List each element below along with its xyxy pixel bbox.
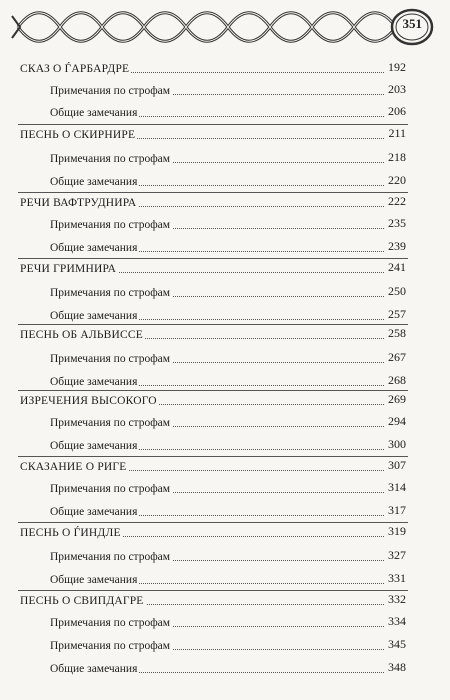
toc-entry-page: 345: [388, 637, 406, 651]
toc-entry: [0, 435, 450, 455]
toc-entry-title: Примечания по строфам: [50, 640, 171, 652]
toc-entry: [0, 124, 450, 144]
toc-entry: [0, 102, 450, 122]
toc-entry-page: 348: [388, 660, 406, 674]
toc-entry-page: 220: [388, 173, 406, 187]
toc-entry: [0, 148, 450, 168]
toc-entry: [0, 80, 450, 100]
toc-entry: [0, 324, 450, 344]
toc-entry-title: Общие замечания: [50, 107, 138, 119]
toc-entry-page: 211: [388, 126, 406, 140]
toc-entry-page: 235: [388, 216, 406, 230]
toc-entry-title: ПЕСНЬ ОБ АЛЬВИССЕ: [20, 329, 144, 341]
toc-entry-title: Примечания по строфам: [50, 85, 171, 97]
toc-entry-page: 192: [388, 60, 406, 74]
toc-entry: [0, 522, 450, 542]
toc-entry-title: ПЕСНЬ О СВИПДАГРЕ: [20, 595, 144, 607]
toc-entry-page: 327: [388, 548, 406, 562]
toc-entry: [0, 305, 450, 325]
toc-entry-title: Примечания по строфам: [50, 483, 171, 495]
toc-entry-page: 319: [388, 524, 406, 538]
toc-entry-title: Общие замечания: [50, 176, 138, 188]
toc-entry-title: РЕЧИ ВАФТРУДНИРА: [20, 197, 137, 209]
toc-entry-page: 206: [388, 104, 406, 118]
toc-entry: [0, 214, 450, 234]
toc-entry-title: Примечания по строфам: [50, 287, 171, 299]
toc-entry-page: 239: [388, 239, 406, 253]
toc-entry-title: Общие замечания: [50, 663, 138, 675]
toc-entry-page: 222: [388, 194, 406, 208]
toc-entry-title: Общие замечания: [50, 506, 138, 518]
toc-entry-title: Общие замечания: [50, 376, 138, 388]
toc-entry-page: 267: [388, 350, 406, 364]
toc-entry: [0, 612, 450, 632]
toc-entry: [0, 658, 450, 678]
toc-entry-title: РЕЧИ ГРИМНИРА: [20, 263, 117, 275]
toc-entry-page: 250: [388, 284, 406, 298]
toc-entry-page: 334: [388, 614, 406, 628]
toc-entry: [0, 192, 450, 212]
toc-entry: [0, 569, 450, 589]
toc-entry-page: 218: [388, 150, 406, 164]
toc-entry-page: 257: [388, 307, 406, 321]
toc-entry-title: Общие замечания: [50, 440, 138, 452]
toc-entry: [0, 371, 450, 391]
toc-entry-title: ИЗРЕЧЕНИЯ ВЫСОКОГО: [20, 395, 157, 407]
toc-entry-title: Общие замечания: [50, 310, 138, 322]
toc-entry-title: СКАЗ О ЃАРБАРДРЕ: [20, 63, 130, 75]
toc-entry: [0, 348, 450, 368]
toc-entry-page: 314: [388, 480, 406, 494]
toc-entry: [0, 635, 450, 655]
toc-entry: [0, 546, 450, 566]
toc-entry-page: 203: [388, 82, 406, 96]
toc-entry: [0, 501, 450, 521]
toc-entry-title: Примечания по строфам: [50, 219, 171, 231]
toc-entry-page: 268: [388, 373, 406, 387]
toc-entry-title: Примечания по строфам: [50, 353, 171, 365]
page-number: 351: [402, 16, 422, 31]
toc-entry: [0, 58, 450, 78]
toc-entry: [0, 237, 450, 257]
toc-entry: [0, 258, 450, 278]
toc-entry-title: Общие замечания: [50, 574, 138, 586]
toc-entry: [0, 456, 450, 476]
toc-entry: [0, 390, 450, 410]
toc-entry-page: 269: [388, 392, 406, 406]
toc-entry-page: 332: [388, 592, 406, 606]
toc-entry: [0, 171, 450, 191]
toc-entry-title: Общие замечания: [50, 242, 138, 254]
toc-entry-page: 331: [388, 571, 406, 585]
toc-entry-title: ПЕСНЬ О ЃИНДЛЕ: [20, 527, 121, 539]
celtic-knot-ornament: [10, 6, 438, 48]
toc-entry-title: СКАЗАНИЕ О РИГЕ: [20, 461, 127, 473]
toc-entry: [0, 590, 450, 610]
toc-entry-title: Примечания по строфам: [50, 617, 171, 629]
toc-entry-title: Примечания по строфам: [50, 551, 171, 563]
toc-entry-title: Примечания по строфам: [50, 153, 171, 165]
toc-entry-page: 307: [388, 458, 406, 472]
toc-entry-page: 241: [388, 260, 406, 274]
toc-entry: [0, 412, 450, 432]
toc-entry-page: 300: [388, 437, 406, 451]
toc-entry-page: 294: [388, 414, 406, 428]
toc-entry-title: ПЕСНЬ О СКИРНИРЕ: [20, 129, 136, 141]
toc-entry: [0, 282, 450, 302]
toc-entry-page: 317: [388, 503, 406, 517]
toc-entry: [0, 478, 450, 498]
toc-entry-title: Примечания по строфам: [50, 417, 171, 429]
toc-entry-page: 258: [388, 326, 406, 340]
